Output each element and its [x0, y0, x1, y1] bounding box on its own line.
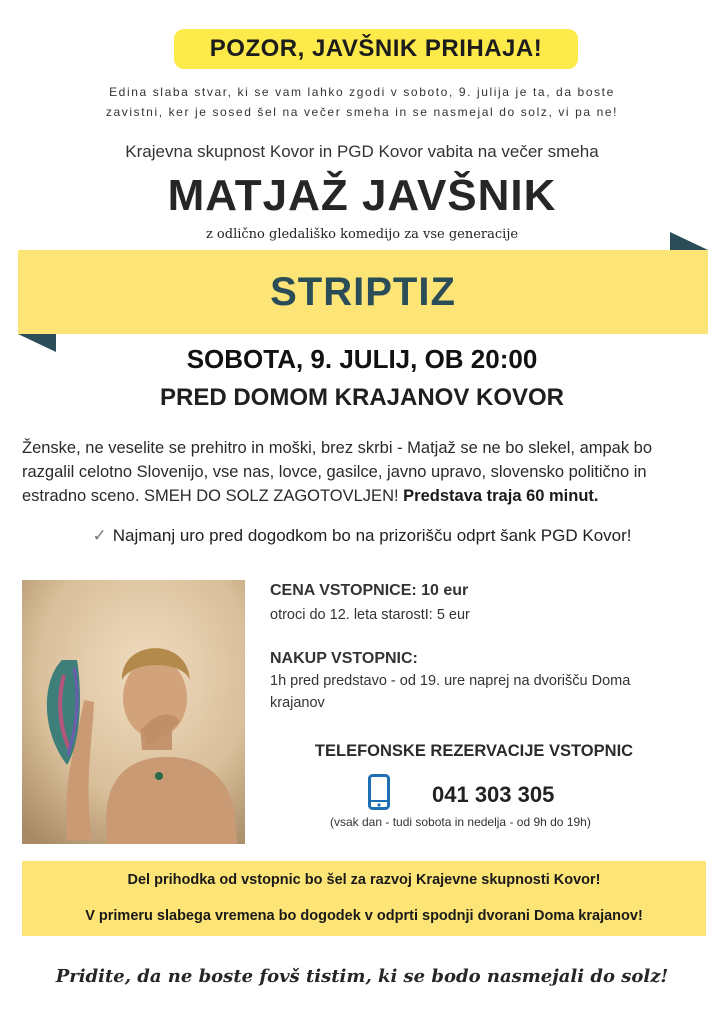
notice-line-2: V primeru slabega vremena bo dogodek v odprti spodnji dvorani Doma krajanov! — [85, 908, 643, 924]
title-banner — [18, 250, 708, 334]
alert-badge — [174, 29, 578, 69]
performer-photo — [22, 580, 245, 844]
performer-name: MATJAŽ JAVŠNIK — [167, 171, 557, 220]
ticket-price-block — [270, 582, 690, 626]
ticket-purchase-line-2: krajanov — [270, 695, 325, 711]
ticket-purchase-label: NAKUP VSTOPNIC: — [270, 650, 418, 667]
banner-corner-right — [670, 232, 708, 250]
ticket-purchase-block — [270, 650, 690, 714]
show-subtitle: z odlično gledališko komedijo za vse generacije — [205, 227, 519, 242]
alert-badge-text: POZOR, JAVŠNIK PRIHAJA! — [209, 35, 543, 62]
event-venue: PRED DOMOM KRAJANOV KOVOR — [159, 384, 565, 411]
description-text: Ženske, ne veselite se prehitro in moški, brez skrbi - Matjaž se ne bo slekel, ampak bo razgalil celotno Slovenijo, vse nas, lovce, gasilce, javno upravo, slovensko politično in estradno sceno. SMEH DO SOLZ ZAGOTOVLJEN! — [22, 439, 653, 505]
closing-slogan: Pridite, da ne boste fovš tistim, ki se bodo nasmejali do solz! — [55, 966, 669, 987]
bar-note-text: Najmanj uro pred dogodkom bo na prizorišču odprt šank PGD Kovor! — [112, 526, 632, 545]
invitation-line: Krajevna skupnost Kovor in PGD Kovor vabita na večer smeha — [125, 142, 599, 161]
ticket-price-label: CENA VSTOPNICE: 10 eur — [270, 582, 469, 599]
intro-line-2: zavistni, ker je sosed šel na večer smeha in se nasmejal do solz, vi pa ne! — [105, 105, 619, 119]
notice-line-1: Del prihodka od vstopnic bo šel za razvoj Krajevne skupnosti Kovor! — [127, 872, 601, 888]
duration-text: Predstava traja 60 minut. — [403, 487, 599, 505]
event-date-time: SOBOTA, 9. JULIJ, OB 20:00 — [186, 344, 538, 374]
show-description — [22, 436, 708, 508]
intro-line-1: Edina slaba stvar, ki se vam lahko zgodi v soboto, 9. julija je ta, da boste — [109, 85, 615, 99]
ticket-price-children: otroci do 12. leta starostI: 5 eur — [270, 607, 470, 623]
banner-fold-shape — [670, 232, 708, 250]
bar-note — [0, 526, 724, 546]
mobile-phone-icon — [368, 774, 390, 810]
show-title: STRIPTIZ — [270, 269, 456, 314]
intro-text — [40, 82, 684, 122]
phone-reservations-heading: TELEFONSKE REZERVACIJE VSTOPNIC — [314, 742, 634, 760]
ticket-purchase-line-1: 1h pred predstavo - od 19. ure naprej na dvorišču Doma — [270, 673, 631, 689]
notice-box — [22, 861, 706, 936]
check-icon: ✓ — [92, 526, 107, 545]
phone-number: 041 303 305 — [432, 782, 555, 807]
phone-hours: (vsak dan - tudi sobota in nedelja - od 9h do 19h) — [330, 815, 591, 829]
